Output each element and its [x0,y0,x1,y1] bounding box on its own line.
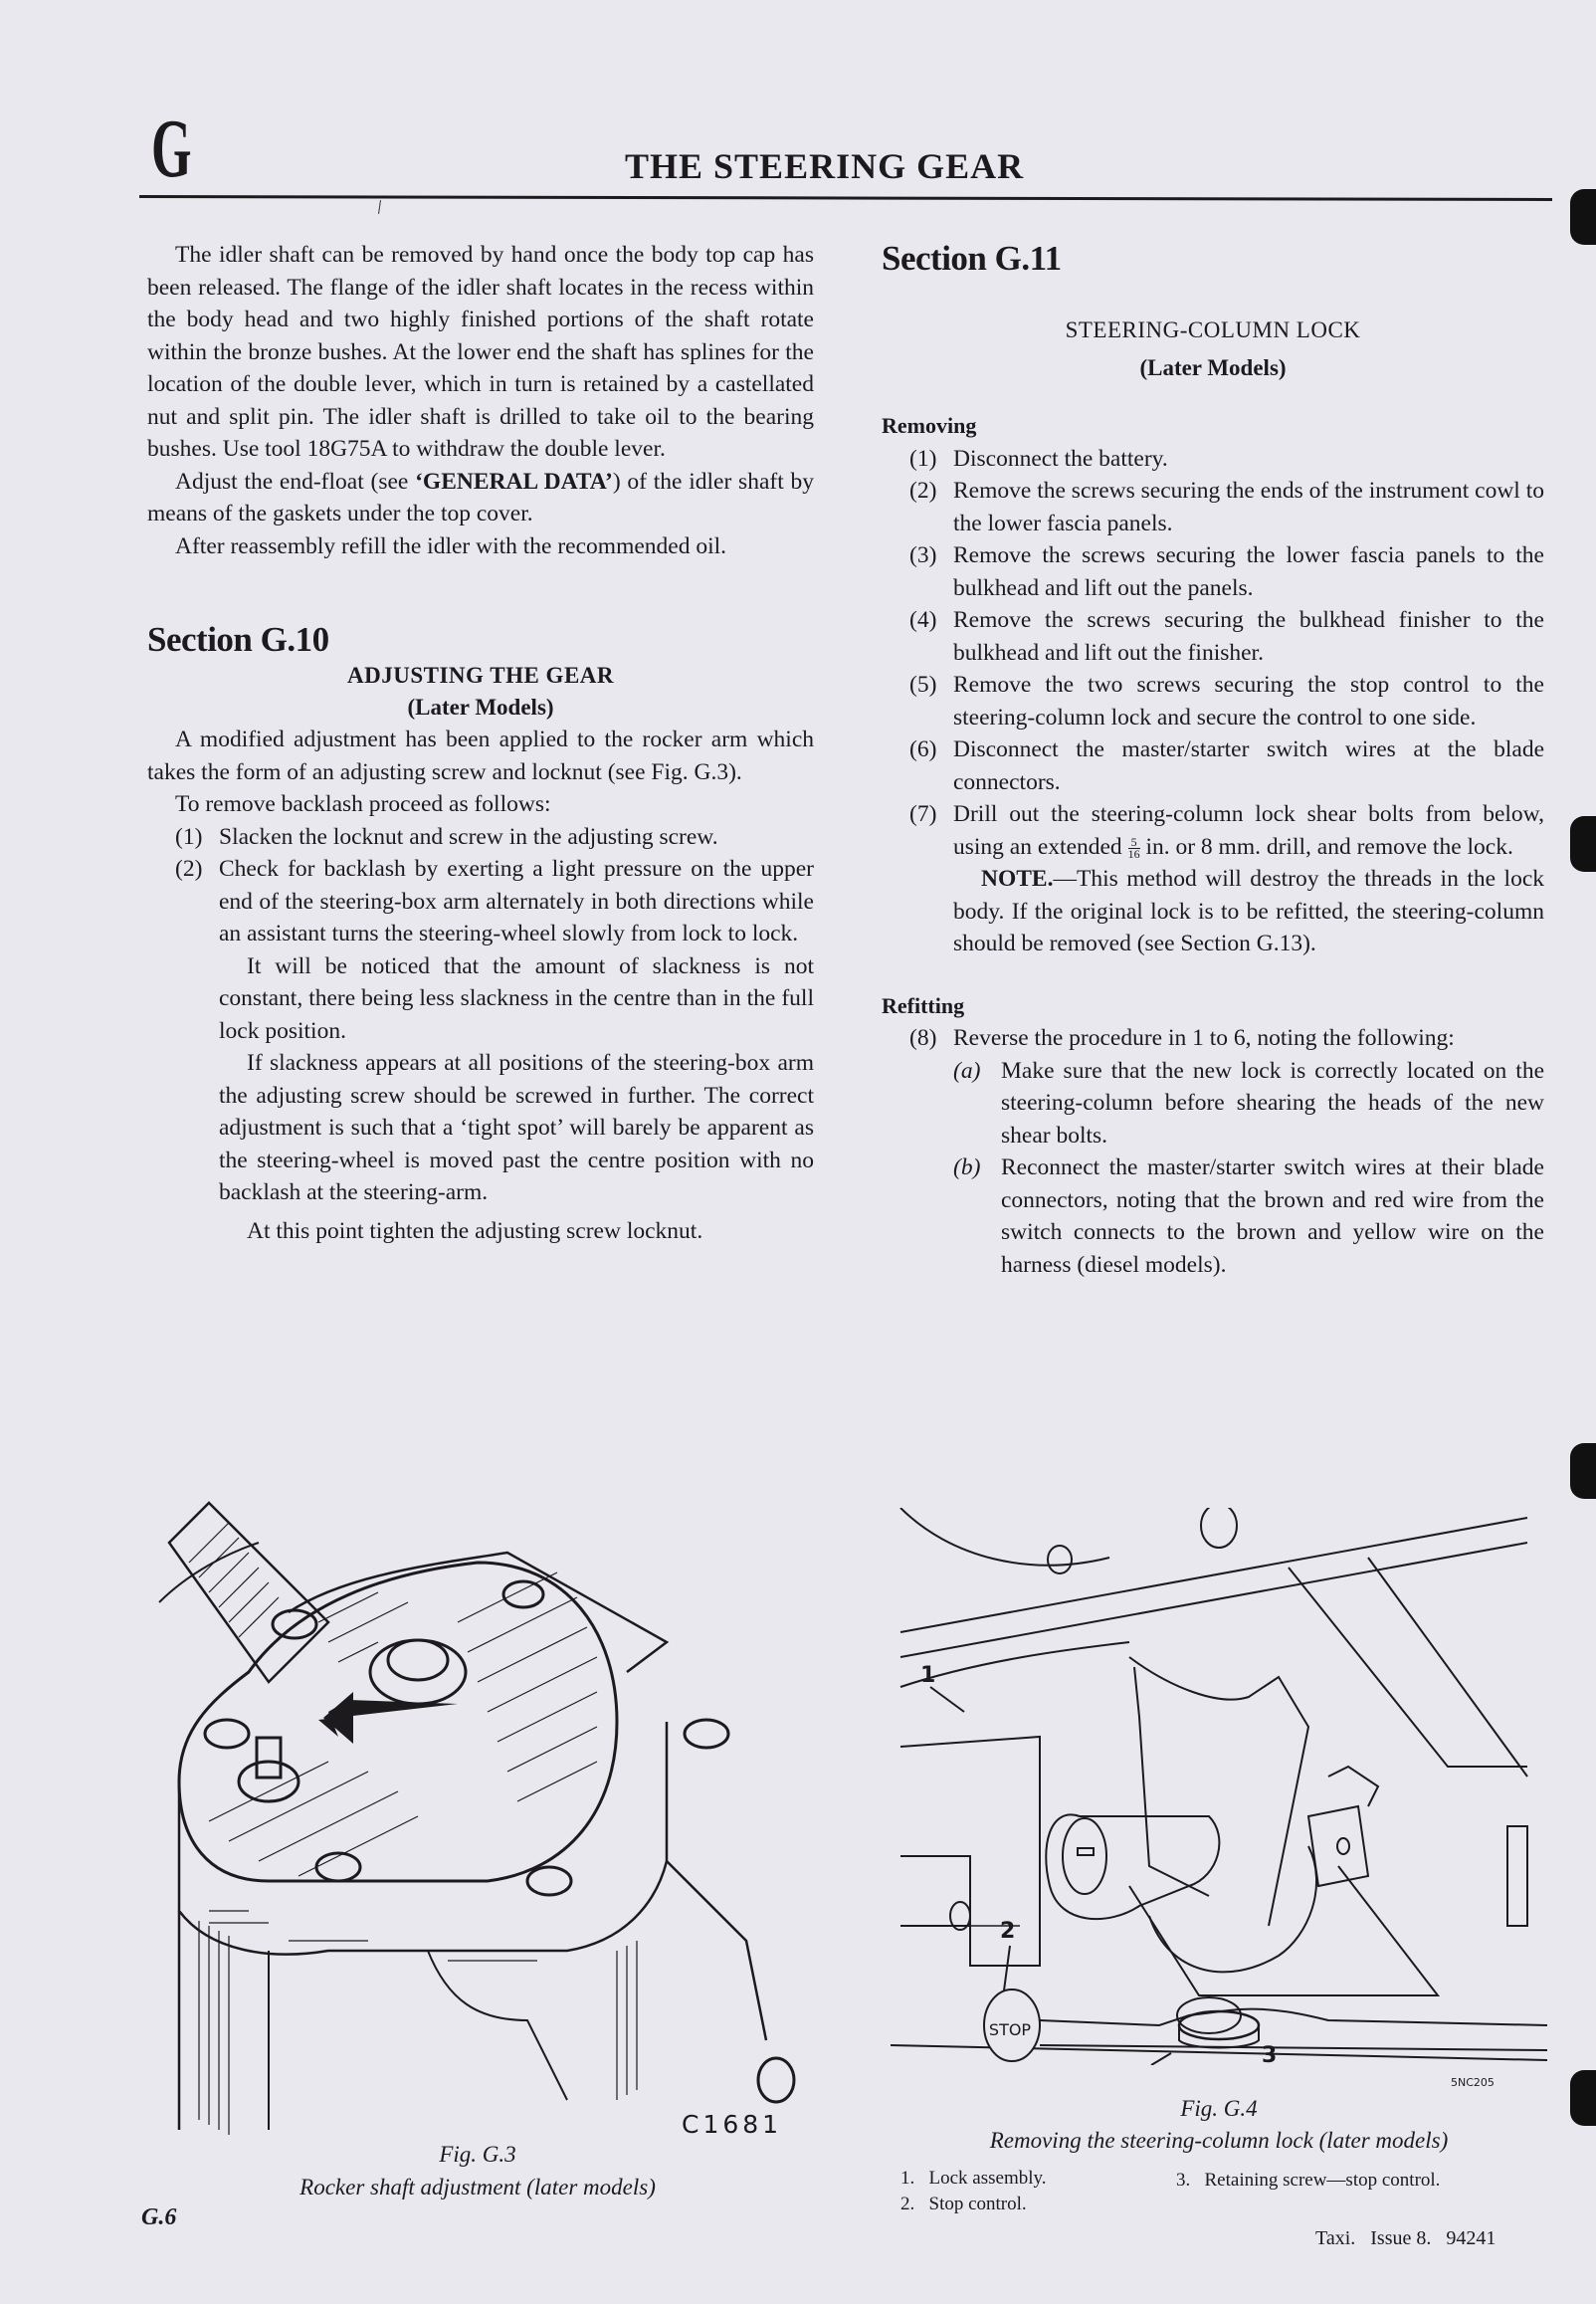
section-g11-qualifier: (Later Models) [1139,355,1287,380]
removing-step-4 [882,604,1544,669]
step-text: Disconnect the battery. [953,445,1168,472]
callout-leader-3 [1151,2053,1171,2065]
idler-paragraph: The idler shaft can be removed by hand once the body top cap has been released. The flange of the idler shaft locates in the recess within the body head and two highly finished portions of the shaft rotate within the bronze bushes. At the lower end the shaft has splines for the location of the double lever, which in turn is retained by a castellated nut and split pin. The idler shaft is drilled to take oil to the bearing bushes. Use tool 18G75A to withdraw the double lever. [147,242,814,462]
chapter-letter: G [151,103,192,195]
figure-g3-illustration [149,1483,806,2140]
figure-g3-caption: Rocker shaft adjustment (later models) [299,2175,656,2199]
step-text: Remove the two screws securing the stop control to the steering-column lock and secure the control to one side. [953,672,1544,731]
step-number: (4) [909,607,937,633]
legend-number: 2. [900,2194,915,2214]
removing-step-1 [882,443,1544,476]
header-rule [139,195,1552,201]
removing-step-5 [882,669,1544,733]
binder-hole [1570,2070,1596,2126]
binder-hole [1570,816,1596,872]
fraction-numerator: 5 [1130,834,1137,849]
figure-g4-code: 5NC205 [1451,2076,1495,2089]
general-data-ref: ‘GENERAL DATA’ [415,468,613,495]
g10-step-2 [147,853,814,950]
figure-g3-code: C1681 [682,2110,783,2139]
legend-text: Retaining screw—stop control. [1204,2170,1441,2191]
step-number: (5) [909,672,937,698]
g10-note-1: It will be noticed that the amount of slackness is not constant, there being less slackness in the centre than in the full lock position. [219,952,814,1044]
step-number: (2) [175,856,203,882]
step-number: (8) [909,1025,937,1051]
endfloat-text: Adjust the end-float (see [175,468,416,495]
section-g11-subtitle: STEERING-COLUMN LOCK [1065,317,1361,342]
endfloat-paragraph [147,466,814,530]
figure-g3-label: Fig. G.3 [439,2142,516,2167]
subitem-text: Make sure that the new lock is correctly located on the steering-column before shearing the heads of the new shear bolts. [1001,1057,1544,1149]
step-text: Slacken the locknut and screw in the adjusting screw. [219,823,718,850]
refitting-heading: Refitting [882,992,965,1018]
figure-g4-illustration [891,1508,1547,2065]
binder-hole [1570,1443,1596,1499]
legend-text: Stop control. [928,2194,1027,2214]
g10-intro: A modified adjustment has been applied to the rocker arm which takes the form of an adjusting screw and locknut (see Fig. G.3). [147,727,814,785]
step-number: (2) [909,478,937,504]
callout-leader-2 [1004,1946,1010,1990]
subitem-text: Reconnect the master/starter switch wires at their blade connectors, noting that the brown and red wire from the switch connects to the brown and yellow wire on the harness (diesel models). [1001,1154,1544,1278]
section-g10-subtitle: ADJUSTING THE GEAR [346,663,615,688]
figure-g4-caption: Removing the steering-column lock (later models) [989,2128,1449,2153]
figure-g4-legend-item-1 [900,2166,1047,2192]
left-column [147,239,814,1247]
step-text: Check for backlash by exerting a light pressure on the upper end of the steering-box arm alternately in both directions while an assistant turns the steering-wheel slowly from lock to lock. [219,856,814,946]
section-g10-qualifier: (Later Models) [407,695,554,720]
g10-lead: To remove backlash proceed as follows: [175,791,551,817]
removing-step-2 [882,475,1544,539]
step-number: (7) [909,801,937,827]
callout-2: 2 [1000,1919,1016,1944]
callout-leader-1 [930,1687,964,1712]
footer-reference: Taxi. Issue 8. 94241 [1315,2227,1496,2249]
step7-text-start: Drill out the steering-column lock shear bolts from below, using an extended [953,801,1544,860]
page-number: G.6 [141,2204,177,2230]
fraction-denominator: 16 [1127,846,1140,861]
removing-step-3 [882,539,1544,604]
stray-mark [378,200,381,214]
subitem-letter: (b) [953,1154,981,1180]
legend-number: 3. [1176,2170,1191,2191]
g10-final: At this point tighten the adjusting screw locknut. [247,1217,703,1244]
endfloat-text-end: ) of the idler shaft by means of the gaskets under the top cover. [147,468,814,526]
step-text [953,798,1544,863]
page-title: THE STEERING GEAR [625,146,1025,186]
callout-1: 1 [920,1663,936,1688]
legend-text: Lock assembly. [928,2168,1047,2189]
right-column [882,239,1544,1281]
figure-g4-label: Fig. G.4 [1180,2096,1258,2121]
refitting-step-8 [882,1022,1544,1055]
section-g10-title: Section G.10 [147,620,329,659]
refill-paragraph: After reassembly refill the idler with the recommended oil. [175,532,727,559]
refitting-subitem-a [953,1055,1544,1152]
step-number: (1) [175,823,203,850]
step7-text-end: in. or 8 mm. drill, and remove the lock. [1139,833,1513,860]
figure-g4-legend-item-2 [900,2192,1027,2217]
refitting-subitem-b [953,1152,1544,1281]
subitem-letter: (a) [953,1057,981,1084]
step-number: (3) [909,542,937,568]
removing-step-7 [882,798,1544,863]
callout-3: 3 [1262,2043,1278,2068]
section-g11-title: Section G.11 [882,239,1062,278]
binder-hole [1570,189,1596,245]
note-label: NOTE. [981,866,1054,892]
g11-note [953,863,1544,960]
note-text: —This method will destroy the threads in the lock body. If the original lock is to be refitted, the steering-column should be removed (see Section G.13). [953,866,1544,956]
step-text: Remove the screws securing the ends of the instrument cowl to the lower fascia panels. [953,478,1544,536]
step-text: Remove the screws securing the lower fascia panels to the bulkhead and lift out the panels. [953,542,1544,601]
fraction [1127,834,1140,861]
figure-g4-legend-item-3 [1176,2168,1440,2194]
legend-number: 1. [900,2168,915,2189]
stop-button-label: STOP [988,2020,1032,2039]
g10-note-2: If slackness appears at all positions of the steering-box arm the adjusting screw should be screwed in further. The correct adjustment is such that a ‘tight spot’ will barely be apparent as the steering-wheel is moved past the centre position with no backlash at the steering-arm. [219,1050,814,1205]
step-text: Reverse the procedure in 1 to 6, noting the following: [953,1025,1455,1051]
removing-step-6 [882,733,1544,798]
step-number: (6) [909,736,937,762]
g10-step-1 [147,821,814,854]
step-text: Remove the screws securing the bulkhead finisher to the bulkhead and lift out the finisher. [953,607,1544,666]
step-number: (1) [909,445,937,472]
step-text: Disconnect the master/starter switch wires at the blade connectors. [953,736,1544,795]
removing-heading: Removing [882,413,977,438]
